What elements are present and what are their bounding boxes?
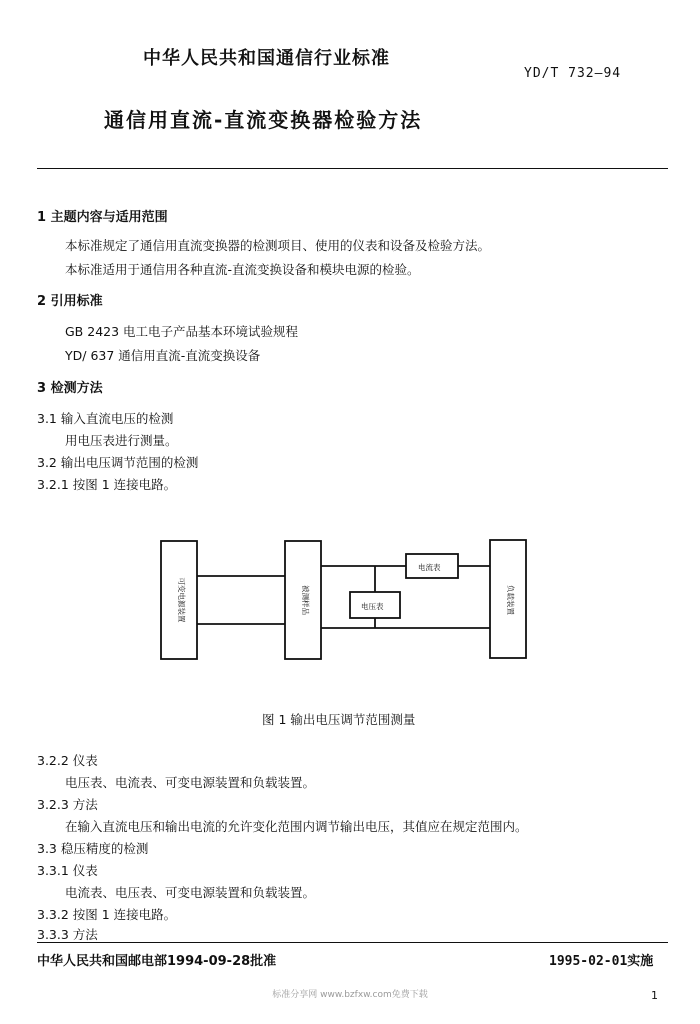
- issuing-organization: 中华人民共和国通信行业标准: [143, 48, 390, 69]
- page-number: 1: [651, 989, 658, 1002]
- header-rule: [37, 168, 668, 169]
- section-3-2-2-heading: 3.2.2 仪表: [37, 753, 98, 768]
- section-3-3-heading: 3.3 稳压精度的检测: [37, 841, 149, 856]
- device-under-test-label: 被测样品: [301, 585, 310, 615]
- section-3-3-1-heading: 3.3.1 仪表: [37, 863, 98, 878]
- section-3-2-3-heading: 3.2.3 方法: [37, 797, 98, 812]
- section-3-heading: 3 检测方法: [37, 381, 103, 396]
- section-1-heading: 1 主题内容与适用范围: [37, 210, 168, 225]
- section-1-paragraph-1: 本标准规定了通信用直流变换器的检测项目、使用的仪表和设备及检验方法。: [65, 238, 491, 253]
- figure-1-caption: 图 1 输出电压调节范围测量: [262, 712, 416, 727]
- section-3-2-2-text: 电压表、电流表、可变电源装置和负载装置。: [65, 775, 316, 790]
- circuit-diagram: [160, 538, 550, 663]
- reference-yd-637: YD/ 637 通信用直流-直流变换设备: [65, 348, 261, 363]
- section-3-3-2-text: 3.3.2 按图 1 连接电路。: [37, 907, 177, 922]
- ammeter-label: 电流表: [418, 563, 441, 572]
- issuer-approval: 中华人民共和国邮电部1994-09-28批准: [37, 954, 277, 969]
- footer-rule: [37, 942, 668, 943]
- watermark: 标准分享网 www.bzfxw.com免费下载: [272, 990, 428, 1000]
- section-1-paragraph-2: 本标准适用于通信用各种直流-直流变换设备和模块电源的检验。: [65, 262, 420, 277]
- reference-gb-2423: GB 2423 电工电子产品基本环境试验规程: [65, 324, 299, 339]
- section-3-3-3-heading: 3.3.3 方法: [37, 927, 98, 942]
- section-3-1-heading: 3.1 输入直流电压的检测: [37, 411, 174, 426]
- load-device-label: 负载装置: [506, 585, 515, 615]
- section-3-3-1-text: 电流表、电压表、可变电源装置和负载装置。: [65, 885, 316, 900]
- section-3-2-3-text: 在输入直流电压和输出电流的允许变化范围内调节输出电压，其值应在规定范围内。: [65, 819, 528, 834]
- section-3-1-text: 用电压表进行测量。: [65, 433, 178, 448]
- document-title: 通信用直流-直流变换器检验方法: [104, 108, 423, 132]
- section-3-2-heading: 3.2 输出电压调节范围的检测: [37, 455, 199, 470]
- standard-code: YD/T 732—94: [524, 66, 622, 81]
- implementation-date: 1995-02-01实施: [549, 954, 654, 969]
- voltmeter-label: 电压表: [361, 602, 384, 611]
- section-3-2-1-text: 3.2.1 按图 1 连接电路。: [37, 477, 177, 492]
- section-2-heading: 2 引用标准: [37, 294, 103, 309]
- variable-power-source-label: 可变电源装置: [177, 577, 186, 623]
